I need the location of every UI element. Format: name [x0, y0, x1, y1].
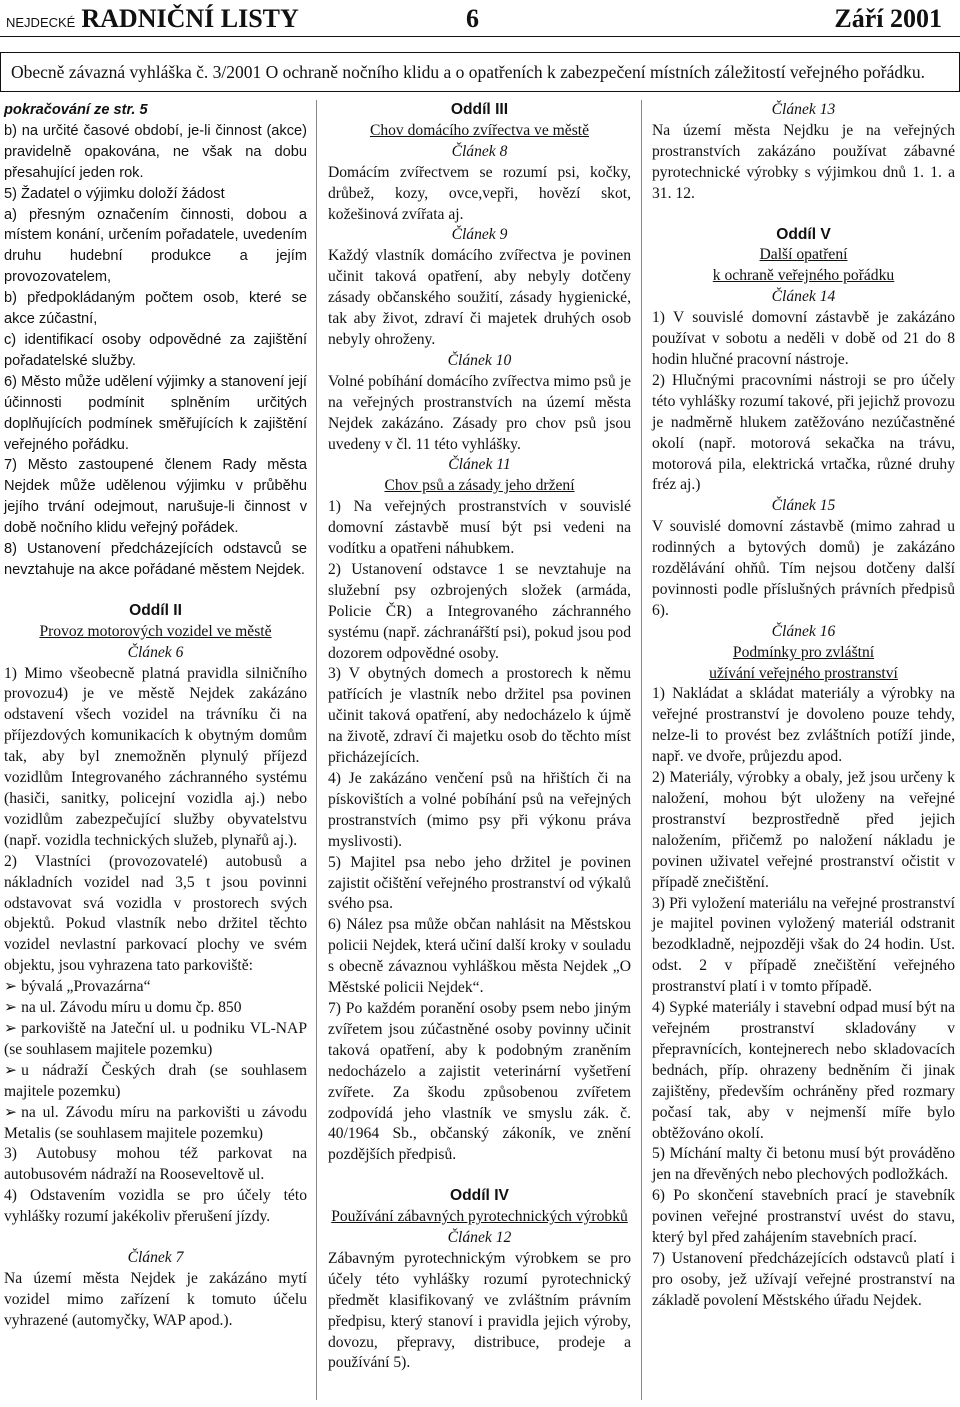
article-heading: Článek 7	[127, 1249, 184, 1267]
paragraph: 3) Autobusy mohou též parkovat na autobusovém nádraží na Rooseveltově ul.	[4, 1145, 307, 1184]
decree-title: Obecně závazná vyhláška č. 3/2001 O ochraně nočního klidu a o opatřeních k zabezpečení místních záležitostí veřejného pořádku.	[0, 52, 960, 92]
page-number: 6	[466, 4, 479, 33]
paragraph: V souvislé domovní zástavbě (mimo zahrad u rodinných a bytových domů) je zakázáno rozdělávání ohňů. Tím nejsou dotčeny další povinnosti podle příslušných právních předpisů 6).	[652, 518, 955, 619]
issue-date: Září 2001	[834, 4, 942, 33]
paragraph: 1) V souvislé domovní zástavbě je zakázáno používat v sobotu a neděli v době od 21 do 8 hodin hlučné pracovní nástroje.	[652, 309, 955, 368]
article-heading: Článek 9	[451, 226, 508, 244]
column-2	[328, 100, 631, 1374]
paragraph: 7) Po každém poranění osoby psem nebo jiným zvířetem jsou zúčastněné osoby povinny učinit taková opatření, aby k podobným zraněním nedocházelo a zajistit veterinární vyšetření zvířete. Za škodu způsobenou zvířetem zodpovídá jeho vlastník ve smyslu zák. č. 40/1964 Sb., občanský zákoník, ve znění pozdějších předpisů.	[328, 999, 631, 1164]
continued-note: pokračování ze str. 5	[4, 102, 148, 118]
paragraph: 2) Hlučnými pracovními nástroji se pro účely této vyhlášky rozumí takové, při jejichž provozu je nadměrně hlukem zatěžováno nezúčastněné okolí (např. motorová sekačka na trávu, motorová pila, elektrická vrtačka, různé druhy fréz aj.)	[652, 371, 955, 494]
section-subtitle: Používání zábavných pyrotechnických výrobků	[331, 1208, 628, 1226]
paragraph: b) na určité časové období, je-li činnost (akce) pravidelně opakována, ne však na dobu přesahující jeden rok.	[4, 122, 307, 181]
arrow-bullet-icon: ➢	[4, 978, 18, 996]
paragraph: 5) Majitel psa nebo jeho držitel je povinen zajistit očištění veřejného prostranství od výkalů svého psa.	[328, 853, 631, 913]
article-heading: Článek 11	[448, 456, 511, 474]
article-heading: Článek 12	[447, 1229, 512, 1247]
article-heading: Článek 6	[127, 643, 184, 661]
section-subtitle: k ochraně veřejného pořádku	[712, 267, 895, 285]
section-subtitle: Podmínky pro zvláštní	[732, 643, 875, 661]
article-heading: Článek 8	[451, 142, 508, 160]
paragraph: 6) Nález psa může občan nahlásit na Městskou policii Nejdek, která učiní další kroky v souladu s obecně závaznou vyhláškou města Nejdek „O Městské policii Nejdek“.	[328, 916, 631, 997]
column-divider	[641, 100, 642, 1400]
column-1	[4, 100, 307, 1332]
paragraph: Na území města Nejdek je zakázáno mytí vozidel mimo zařízení k tomuto účelu vyhrazené (automyčky, WAP apod.).	[4, 1269, 307, 1329]
paragraph: 6) Po skončení stavebních prací je stavebník povinen veřejné prostranství uvést do stavu, který byl před zahájením stavebních prací.	[652, 1187, 955, 1247]
paragraph: 4) Je zakázáno venčení psů na hřištích či na pískovištích a volné pobíhání psů na veřejných prostranstvích (mimo psy při výkonu práva myslivosti).	[328, 770, 631, 850]
publication-name: NEJDECKÉ RADNIČNÍ LISTY	[6, 4, 299, 33]
list-item: ➢ bývalá „Provazárna“	[4, 978, 151, 996]
section-subtitle: užívání veřejného prostranství	[709, 664, 898, 682]
arrow-bullet-icon: ➢	[4, 1103, 18, 1121]
paragraph: 1) Mimo všeobecně platná pravidla silničního provozu4) je ve městě Nejdek zakázáno odstavení všech vozidel na trávníku či na příjezdových komunikacích k obytným domům tak, aby byl znemožněn plynulý příjezd vozidlům Integrovaného záchranného systému (hasiči, sanitky, policejní vozidla aj.) nebo vozidlům zabezpečující služby obyvatelstvu (např. vozidla technických služeb, plynařů aj.).	[4, 664, 307, 849]
paragraph: 1) Nakládat a skládat materiály a výrobky na veřejné prostranství je dovoleno pouze tehdy, nelze-li to provést bez zvláštních potíží jinde, např. ve dvoře, průjezdu apod.	[652, 685, 955, 766]
paragraph: Domácím zvířectvem se rozumí psi, kočky, drůbež, kozy, ovce,vepři, hovězí skot, kožešinová zvířata aj.	[328, 163, 631, 223]
section-heading: Oddíl V	[776, 225, 831, 243]
paragraph: Volné pobíhání domácího zvířectva mimo psů je na veřejných prostranstvích na území města Nejdek zakázáno. Zásady pro chov psů jsou uvedeny v čl. 11 této vyhlášky.	[328, 372, 631, 453]
paragraph: 1) Na veřejných prostranstvích v souvislé domovní zástavbě musí být psi vedeni na vodítku a opatřeni náhubkem.	[328, 498, 631, 558]
article-heading: Článek 10	[447, 351, 512, 369]
header-rule	[0, 36, 960, 37]
paragraph: 4) Sypké materiály i stavební odpad musí být na veřejném prostranství skladovány v přepravnících, kontejnerech nebo skladovacích bednách, příp. ohrazeny bedněním či jinak zajištěny, především ochráněny před rozmary počasí tak, aby v nejmenší míře bylo obtěžováno okolí.	[652, 999, 955, 1142]
paragraph: a) přesným označením činnosti, dobou a místem konání, určením pořadatele, uvedením druhu hudební produkce a jejím provozovatelem,	[4, 206, 307, 286]
section-heading: Oddíl III	[450, 101, 509, 118]
section-subtitle: Chov domácího zvířectva ve městě	[369, 121, 590, 139]
paragraph: 6) Město může udělení výjimky a stanovení její účinnosti podmínit splněním určitých doplňujících podmínek směřujících k zajištění veřejného pořádku.	[4, 373, 307, 453]
paragraph: 7) Město zastoupené členem Rady města Nejdek může udělenou výjimku v průběhu jejího trvání odejmout, narušuje-li činnost v době nočního klidu veřejný pořádek.	[4, 457, 307, 537]
paragraph: 8) Ustanovení předcházejících odstavců se nevztahuje na akce pořádané městem Nejdek.	[4, 541, 307, 578]
paragraph: 5) Žadatel o výjimku doloží žádost	[4, 185, 225, 202]
paragraph: 5) Míchání malty či betonu musí být prováděno jen na dřevěných nebo plechových podložkách.	[652, 1145, 955, 1184]
paragraph: 7) Ustanovení předcházejících odstavců platí i pro osoby, jež užívají veřejné prostranství na základě povolení Městského úřadu Nejdek.	[652, 1249, 955, 1309]
paragraph: Každý vlastník domácího zvířectva je povinen učinit taková opatření, aby nebyly dotčeny zásady občanského soužití, zásady hygienické, tak aby život, zdraví či majetek druhých osob nebyly ohroženy.	[328, 247, 631, 348]
paragraph: 2) Vlastníci (provozovatelé) autobusů a nákladních vozidel nad 3,5 t jsou povinni odstavovat svá vozidla v prostorech svých objektů. Pokud vlastník nebo držitel těchto vozidel nevlastní parkovací plochy ve svém objektu, jsou vyhrazena tato parkoviště:	[4, 852, 307, 975]
list-item: ➢ u nádraží Českých drah (se souhlasem majitele pozemku)	[4, 1061, 307, 1100]
paragraph: 3) V obytných domech a prostorech k němu patřících je vlastník nebo držitel psa povinen učinit taková opatření, aby nedocházelo k újmě na životě, zdraví či majetku osob do těchto míst přicházejících.	[328, 665, 631, 767]
paragraph: b) předpokládaným počtem osob, které se akce zúčastní,	[4, 290, 307, 328]
article-heading: Článek 13	[771, 101, 836, 118]
section-subtitle: Chov psů a zásady jeho držení	[384, 477, 575, 495]
list-item: ➢ na ul. Závodu míru na parkovišti u závodu Metalis (se souhlasem majitele pozemku)	[4, 1103, 307, 1142]
paragraph: 3) Při vyložení materiálu na veřejné prostranství je majitel povinen vyložený materiál odstranit bezodkladně, nejpozději však do 24 hodin. Ust. odst. 2 v případě znečištění veřejného prostranství platí i v tomto případě.	[652, 894, 955, 996]
column-3	[652, 100, 955, 1312]
arrow-bullet-icon: ➢	[4, 999, 18, 1017]
page-header	[0, 0, 960, 34]
arrow-bullet-icon: ➢	[4, 1019, 18, 1037]
section-subtitle: Další opatření	[759, 246, 848, 264]
column-divider	[316, 100, 317, 1400]
paragraph: Na území města Nejdku je na veřejných prostranstvích zakázáno používat zábavné pyrotechnické výrobky s výjimkou dnů 1. 1. a 31. 12.	[652, 121, 955, 202]
paragraph: Zábavným pyrotechnickým výrobkem se pro účely této vyhlášky rozumí pyrotechnický předmět klasifikovaný ve zvláštním právním předpisu, který stanoví i pravidla jejich výroby, dovozu, přepravy, distribuce, prodeje a používání 5).	[328, 1249, 631, 1372]
paragraph: c) identifikací osoby odpovědné za zajištění pořadatelské služby.	[4, 331, 307, 369]
section-heading: Oddíl IV	[450, 1187, 509, 1205]
list-item: ➢ parkoviště na Jateční ul. u podniku VL-NAP (se souhlasem majitele pozemku)	[4, 1019, 307, 1058]
article-heading: Článek 16	[771, 622, 836, 640]
paragraph: 2) Materiály, výrobky a obaly, jež jsou určeny k naložení, mohou být uloženy na veřejné prostranství bezprostředně před jejich naložením, přičemž po naložení nákladu je povinen uživatel veřejné prostranství očistit v případě znečištění.	[652, 769, 955, 891]
arrow-bullet-icon: ➢	[4, 1061, 18, 1079]
article-heading: Článek 14	[771, 288, 836, 306]
section-subtitle: Provoz motorových vozidel ve městě	[39, 622, 272, 640]
article-heading: Článek 15	[771, 497, 836, 515]
section-heading: Oddíl II	[129, 601, 182, 619]
paragraph: 2) Ustanovení odstavce 1 se nevztahuje na služební psy ozbrojených složek (armáda, Policie ČR) a Integrovaného záchranného systému (např. záchranářští psi), pokud jsou pod dozorem odpovědné osoby.	[328, 560, 631, 662]
paragraph: 4) Odstavením vozidla se pro účely této vyhlášky rozumí jakékoliv přerušení jízdy.	[4, 1187, 307, 1226]
list-item: ➢ na ul. Závodu míru u domu čp. 850	[4, 999, 242, 1017]
